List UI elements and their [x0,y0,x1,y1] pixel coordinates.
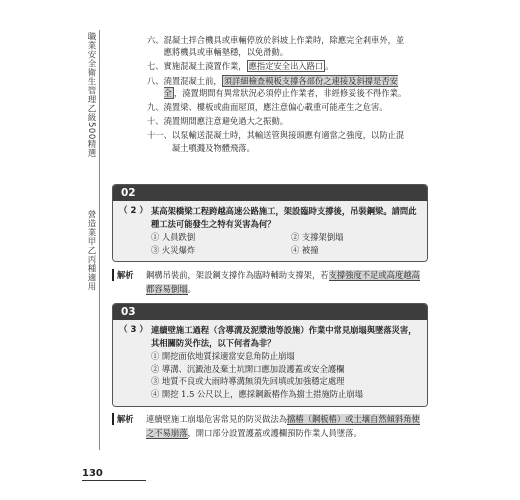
option: ③ 地質不良或大雨時導溝無須先回填或加強穩定處理 [151,376,345,387]
item-text-pre: 澆置混凝土前， [163,75,222,86]
explanation-post: 。 [187,284,196,294]
option: ④ 被撞 [291,244,319,255]
item-text-post: ，澆置期間有異常狀況必須停止作業者，非經修妥後不得作業。 [173,87,407,98]
item-text-post: 。 [325,61,334,72]
answer-label: （ 3 ） [119,325,148,335]
option-list [151,231,421,256]
underlined-text: 擋樁（鋼板樁）或土壤自然傾斜角使之不易崩落 [146,414,420,438]
list-item [147,75,412,99]
regulation-list [147,34,412,156]
underlined-text: 支撐強度不足或高度越高都容易倒塌 [146,270,420,294]
item-text: 澆置梁、樓板或曲面屋頂，應注意偏心載重可能產生之危害。 [163,102,388,113]
question-text: 連續壁施工過程（含導溝及泥漿池等設施）作業中常見崩塌與墜落災害，其相關防災作法，以下何者為非？ [151,325,417,348]
option: ② 導溝、沉澱池及棄土坑開口應加設護蓋或安全護欄 [151,363,345,374]
explanation-label: 解析 [112,413,146,425]
item-text: 混凝土拌合機具或車輛停放於斜坡上作業時，除應完全剎車外，並應將機具或車輛墊穩，以免滑動。 [163,35,405,58]
option: ④ 開挖 1.5 公尺以上，應採鋼鈑樁作為擋土措施防止崩塌 [151,388,363,399]
boxed-highlight: 須詳細檢查模板支撐各部份之連接及斜撐是否安全 [163,75,398,98]
book-subtitle: 營造業甲乙丙種適用 [86,210,96,291]
answer-label: （ 2 ） [119,206,148,216]
item-text-pre: 實施混凝土澆置作業， [163,61,247,72]
list-item [147,115,412,127]
question-number: 03 [113,304,427,320]
boxed-highlight: 應指定安全出入路口 [248,61,324,72]
question-number: 02 [113,185,427,201]
item-number: 九、 [147,102,164,113]
item-text [164,60,412,72]
explanation-pre: 鋼構吊裝前，架設鋼支撐作為臨時輔助支撐架，若 [146,270,329,280]
sidebar-divider [99,30,100,450]
footer-rule [82,480,146,481]
explanation-label: 解析 [112,269,146,281]
question-body [113,320,427,406]
explanation-text [146,412,428,440]
option: ① 人員跌倒 [151,232,196,243]
list-item [147,101,412,113]
explanation-pre: 連續壁施工崩塌危害常見的防災做法為 [146,414,288,424]
book-title: 職業安全衛生管理乙級500精選 [86,32,96,158]
list-item [147,34,412,58]
item-number: 六、 [147,35,164,45]
explanation-post: ，開口部分設置護蓋或護欄預防作業人員墜落。 [187,428,362,438]
option: ① 開挖面依地質採適當安息角防止崩塌 [151,351,295,362]
list-item [147,60,412,72]
question-box-02 [112,184,428,262]
item-number: 十一、 [147,130,172,141]
page-number: 130 [82,468,103,479]
item-text: 以泵輸送混凝土時，其輸送管與接頭應有適當之強度，以防止混凝土噴濺及物體飛落。 [171,130,405,153]
explanation-02 [112,268,428,296]
sidebar [82,30,100,450]
item-number: 八、 [147,75,164,86]
question-body [113,201,427,261]
question-text: 某高架橋梁工程跨越高速公路施工，架設臨時支撐後，吊裝鋼梁。請問此種工法可能發生之特有災害為何？ [151,206,417,229]
explanation-03 [112,412,428,440]
question-box-03 [112,303,428,407]
option: ③ 火災爆炸 [151,244,196,255]
item-text [164,75,412,99]
item-number: 七、 [147,61,164,72]
list-item [147,129,412,153]
item-number: 十、 [147,116,164,127]
explanation-text [146,268,428,296]
option-list [151,350,421,400]
option: ② 支撐架倒塌 [291,232,344,243]
item-text: 澆置期間應注意避免過大之振動。 [163,116,289,127]
